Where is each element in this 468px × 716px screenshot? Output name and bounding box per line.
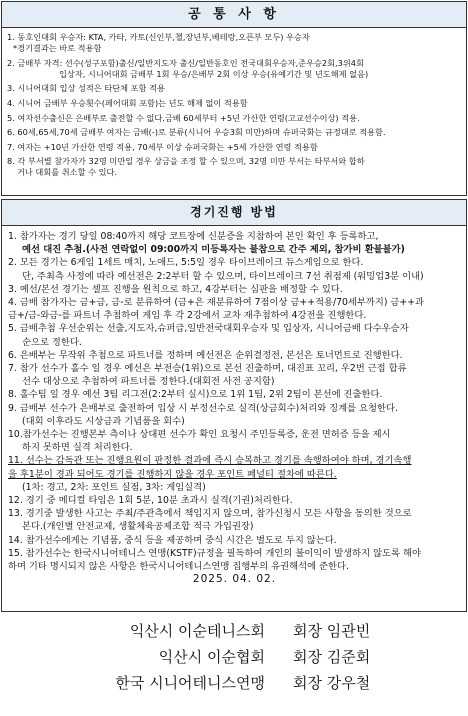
rule-line: 2. 모든 경기는 6게임 1세트 매치, 노애드, 5:5일 경우 타이브레이크 듀스게임으로 한다.: [8, 257, 364, 269]
notice-line: 1. 동호인대회 우승자: KTA, 카타, 카토(신인부,챌,장년부,베테랑,오픈부 모두) 우승자: [7, 32, 310, 42]
rule-line: 7. 참가 선수가 홀수 일 경우 예선은 부전승(1위)으로 본선 진출하며, 대진표 꼬리, 우2번 근접 합류: [8, 363, 407, 375]
rule-line: 을 후1분이 경과 되어도 경기를 진행하지 않을 경우 포인트 페널티 절차에 따른다.: [8, 468, 337, 480]
rule-line: 5. 금배추첨 우선순위는 선출,지도자,슈퍼급,일반전국대회우승자 및 입상자, 시니어금배 다수우승자: [8, 323, 409, 335]
rule-line: 금+/금-와금-를 파트너 추첨하여 게임 후 각 2강에서 교차 재추첨하여 4강전을 진행한다.: [8, 310, 367, 322]
rule-line: 13. 경기중 발생한 사고는 주최/주관측에서 책임지지 않으며, 참가신청시 모든 사항을 동의한 것으로: [8, 508, 412, 520]
rule-line: 선수 대상으로 추첨하여 파트너를 정한다.(대회전 사전 공지함): [22, 376, 275, 388]
signature-role: 회장 임관빈: [293, 622, 371, 640]
rules-body: [2, 226, 466, 586]
rule-line: 4. 금배 참가자는 금+금, 금-로 분류하여 (금+은 재분류하여 7점이상 금++적용/70세부까지) 금++과: [8, 297, 424, 309]
notice-line: 거나 대회를 취소할 수 있다.: [17, 167, 118, 178]
rule-line: 하지 못하면 실격 처리한다.: [22, 442, 133, 454]
rule-line: 본다.(개인별 안전교제, 생활체육공제조합 적극 가입권장): [22, 521, 254, 533]
notice-line: 8. 각 부서별 참가자가 32명 미만일 경우 상금을 조정 할 수 있으며, 32명 미만 부서는 타부서와 합하: [7, 156, 365, 167]
rule-line: 11. 선수는 감독관 또는 진행요원이 판정한 결과에 즉시 승복하고 경기를 속행하여야 하며, 경기속행: [8, 455, 412, 467]
rule-line: 12. 경기 중 메디컬 타임은 1회 5분, 10분 초과시 실격(기권)처리한다.: [8, 495, 293, 507]
signature-org: 익산시 이순테니스회: [129, 622, 265, 640]
rule-line: (대회 이후라도 시상금과 기념품을 회수): [22, 415, 185, 427]
signature-org: 한국 시니어테니스연맹: [115, 674, 265, 692]
notice-line: 입상자, 시니어대회 금배부 1회 우승/은배부 2회 이상 우승(유예기간 및 년도해제 없음): [59, 68, 369, 79]
rule-line: 8. 홀수팀 일 경우 예선 3팀 리그전(2:2부터 실시)으로 1위 1팀, 2위 2팀이 본선에 진출한다.: [8, 389, 383, 401]
notice-line: 6. 60세,65세,70세 금배부 여자는 금배(-)로 분류(시니어 우승3회 미만)하며 슈퍼국화는 규정대로 적용함.: [7, 127, 386, 138]
notice-line: 3. 시니어대회 입상 성적은 타단체 포함 적용: [7, 83, 165, 94]
document-date: 2025. 04. 02.: [192, 573, 277, 586]
rule-line: 10.참가선수는 진행본부 측이나 상대편 선수가 확인 요청시 주민등록증, 운전 면허증 등을 제시: [8, 429, 391, 441]
rule-line: 단, 주최측 사정에 따라 예선전은 2:2부터 할 수 있으며, 타이브레이크 7선 취점제 (워밍업3분 이내): [22, 270, 424, 282]
rule-line: 6. 은배부는 무작위 추첨으로 파트너를 정하며 예선전은 순위결정전, 본선은 토너먼트로 진행한다.: [8, 349, 403, 361]
rule-line: 예선 대진 추첨.(사전 연락없이 09:00까지 미등록자는 불참으로 간주 제외, 참가비 환불불가): [22, 244, 405, 256]
notice-line: 2. 금배부 자격: 선수(성구포함)출신/일반지도자 출신/일반동호인 전국대회우승자,준우승2회,3위4회: [7, 57, 364, 68]
signature-block: [1, 618, 467, 696]
common-notice-box: [1, 1, 467, 196]
rules-title: 경기진행 방법: [2, 200, 466, 226]
signature-line: [1, 670, 467, 696]
signature-role: 회장 강우철: [293, 674, 371, 692]
rule-line: 3. 예선/본선 경기는 셀프 진행을 원칙으로 하고, 4강부터는 심판을 배정할 수 있다.: [8, 283, 343, 295]
rule-line: 14. 참가선수에게는 기념품, 중식 등을 제공하며 중식 시간은 별도로 두지 않는다.: [8, 534, 337, 546]
common-notice-body: [2, 28, 466, 179]
notice-line: *경기결과는 바로 적용함: [13, 43, 102, 54]
notice-line: 4. 시니어 금배부 우승횟수(페어대회 포함)는 년도 해제 없이 적용함: [7, 97, 248, 108]
rule-line: (1차: 경고, 2차: 포인트 실점, 3차: 게임실격): [22, 481, 206, 493]
rule-line: 9. 금배부 선수가 은배부로 출전하여 입상 시 부정선수로 실격(상금회수)처리와 징계를 요청한다.: [8, 402, 398, 414]
common-notice-title: 공 통 사 항: [2, 2, 466, 28]
rule-line: 순으로 정한다.: [22, 336, 82, 348]
rule-line: 1. 참가자는 경기 당일 08:40까지 해당 코트장에 신분증을 지참하여 본인 확인 후 등록하고,: [8, 231, 379, 242]
signature-role: 회장 김준회: [293, 648, 371, 666]
notice-line: 7. 여자는 +10년 가산한 연령 적용, 70세부 이상 슈퍼국화는 +5세 가산한 연령 적용함: [7, 141, 318, 152]
rules-box: [1, 199, 467, 612]
document-page: [1, 1, 467, 696]
rule-line: 15. 참가선수는 한국시니어테니스 연맹(KSTF)규정을 필독하여 개인의 불이익이 발생하지 않도록 해야: [8, 547, 421, 559]
notice-line: 5. 여자선수출신은 은배부로 출전할 수 없다.금배 60세부터 +5년 가산한 연령(고교선수이상) 적용.: [7, 112, 360, 123]
rule-line: 하며 기타 명시되지 않은 사항은 한국시니어테니스연맹 집행부의 유권해석에 준한다.: [8, 561, 349, 573]
signature-line: [1, 618, 467, 644]
signature-line: [1, 644, 467, 670]
signature-org: 익산시 이순협회: [158, 648, 265, 666]
